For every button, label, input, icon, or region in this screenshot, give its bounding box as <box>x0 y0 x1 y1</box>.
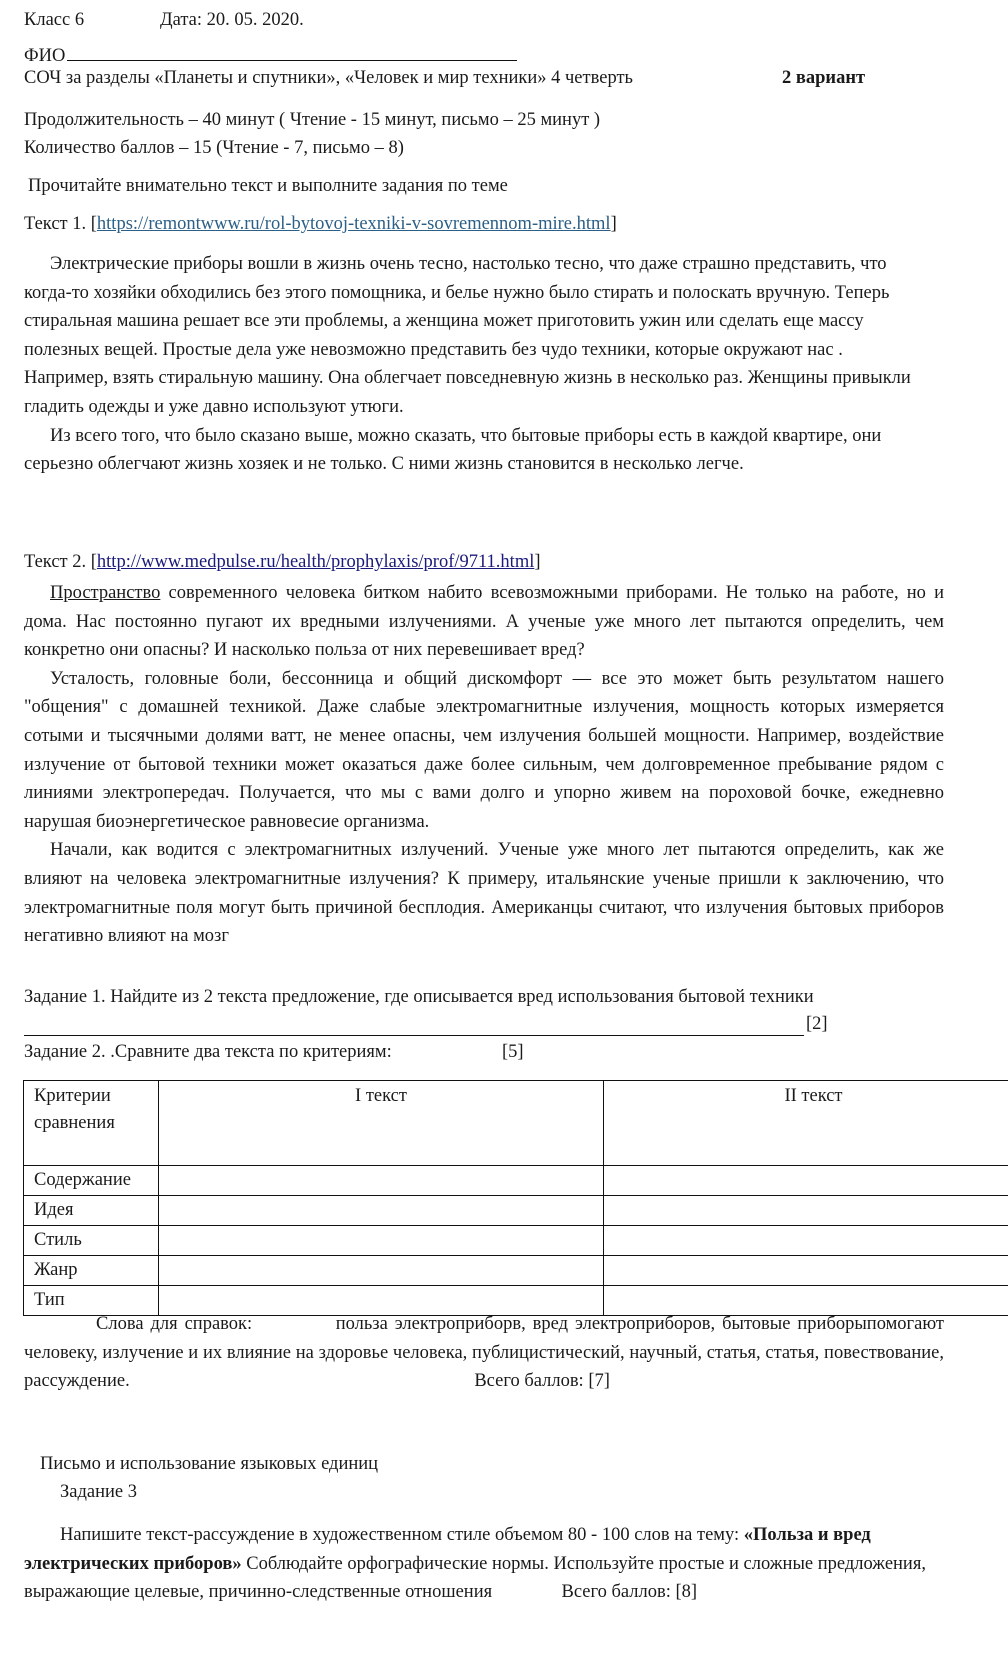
text1-link[interactable]: https://remontwww.ru/rol-bytovoj-texniki-v-sovremennom-mire.html <box>96 214 611 234</box>
task1-answer-line[interactable] <box>24 1035 804 1036</box>
instruction-text: Прочитайте внимательно текст и выполните задания по теме <box>28 176 508 196</box>
answer-cell-text2[interactable] <box>604 1226 1008 1256</box>
table-row <box>24 1256 1008 1286</box>
fio-input-line[interactable] <box>67 40 517 61</box>
task1-text: Задание 1. Найдите из 2 текста предложение, где описывается вред использования бытовой техники <box>24 987 814 1007</box>
task2-total: Всего баллов: [7] <box>474 1371 610 1392</box>
answer-cell-text1[interactable] <box>159 1166 604 1196</box>
text2-paragraph <box>24 579 944 665</box>
text2-p1-rest: современного человека битком набито всевозможными приборами. Не только на работе, но и дома. Нас постоянно пугают их вредными излучениями. А ученые уже много лет пытаются определить, чем конкретно они опасны? И насколько польза от них перевешивает вред? <box>24 583 944 661</box>
text2-paragraph: Начали, как водится с электромагнитных излучений. Ученые уже много лет пытаются определить, как же влияют на человека электромагнитные излучения? К примеру, итальянские ученые пришли к заключению, что электромагнитные поля могут быть причиной бесплодия. Американцы считают, что излучения бытовых приборов негативно влияют на мозг <box>24 840 944 947</box>
table-row <box>24 1226 1008 1256</box>
text1-paragraph: Из всего того, что было сказано выше, можно сказать, что бытовые приборы есть в каждой квартире, они серьезно облегчают жизнь хозяек и не только. С ними жизнь становится в несколько легче. <box>24 425 882 475</box>
row-label: Жанр <box>24 1256 159 1286</box>
class-label: Класс 6 <box>24 10 85 30</box>
table-row <box>24 1196 1008 1226</box>
table-header-row <box>24 1081 1008 1166</box>
words-label: Слова для справок: <box>96 1314 253 1334</box>
task3-text-start: Напишите текст-рассуждение в художественном стиле объемом 80 - 100 слов на тему: <box>60 1525 744 1545</box>
text2-link[interactable]: http://www.medpulse.ru/health/prophylaxis/prof/9711.html <box>96 552 535 572</box>
task3-label: Задание 3 <box>60 1482 137 1502</box>
points-text: Количество баллов – 15 (Чтение - 7, письмо – 8) <box>24 138 404 158</box>
header-text2: II текст <box>604 1081 1008 1166</box>
text2-first-word: Пространство <box>50 583 161 603</box>
text1-heading <box>24 214 617 235</box>
task3-paragraph <box>24 1521 944 1607</box>
task3-text-end: Соблюдайте орфографические нормы. Используйте простые и сложные предложения, выражающие целевые, причинно-следственные отношения <box>24 1553 926 1603</box>
task2-text: Задание 2. .Сравните два текста по критериям: <box>24 1042 392 1062</box>
text2-label: Текст 2. [ <box>24 552 97 572</box>
answer-cell-text1[interactable] <box>159 1256 604 1286</box>
text1-label: Текст 1. [ <box>24 214 97 234</box>
text1-label-end: ] <box>610 214 617 234</box>
text2-body <box>24 579 944 951</box>
answer-cell-text2[interactable] <box>604 1196 1008 1226</box>
task3-topic: «Польза и вред электрических приборов» <box>24 1525 871 1574</box>
soch-title: СОЧ за разделы «Планеты и спутники», «Человек и мир техники» 4 четверть <box>24 68 633 88</box>
words-list: польза электроприборв, вред электроприборов, бытовые приборыпомогают человеку, излучение и их влияние на здоровье человека, публицистический, научный, статья, статья, повествование, рассуждение. <box>24 1314 945 1392</box>
row-label: Стиль <box>24 1226 159 1256</box>
table-row <box>24 1166 1008 1196</box>
comparison-table <box>23 1080 1008 1316</box>
text1-body <box>24 250 924 479</box>
fio-label: ФИО <box>24 46 66 66</box>
answer-cell-text1[interactable] <box>159 1226 604 1256</box>
text1-paragraph: Электрические приборы вошли в жизнь очень тесно, настолько тесно, что даже страшно представить, что когда-то хозяйки обходились без этого помощника, и белье нужно было стирать и полоскать вручную. Теперь стиральная машина решает все эти проблемы, а женщина может приготовить ужин или сделать еще массу полезных вещей. Простые дела уже невозможно представить без чудо техники, которые окружают нас . Например, взять стиральную машину. Она облегчает повседневную жизнь в несколько раз. Женщины привыкли гладить одежды и уже давно используют утюги. <box>24 254 911 417</box>
text2-heading <box>24 552 541 573</box>
answer-cell-text2[interactable] <box>604 1166 1008 1196</box>
task2-score: [5] <box>502 1042 524 1062</box>
task3-body <box>24 1521 944 1607</box>
row-label: Тип <box>24 1286 159 1316</box>
answer-cell-text2[interactable] <box>604 1256 1008 1286</box>
row-label: Идея <box>24 1196 159 1226</box>
answer-cell-text1[interactable] <box>159 1196 604 1226</box>
date-label: Дата: 20. 05. 2020. <box>160 10 304 30</box>
reference-words <box>24 1310 944 1396</box>
writing-section-title: Письмо и использование языковых единиц <box>40 1454 379 1474</box>
fio-field[interactable] <box>24 40 517 67</box>
header-text1: I текст <box>159 1081 604 1166</box>
duration-text: Продолжительность – 40 минут ( Чтение - 15 минут, письмо – 25 минут ) <box>24 110 601 130</box>
task3-total: Всего баллов: [8] <box>561 1582 698 1603</box>
variant-label: 2 вариант <box>782 68 866 88</box>
text2-label-end: ] <box>534 552 541 572</box>
row-label: Содержание <box>24 1166 159 1196</box>
header-criteria: Критерии сравнения <box>24 1081 159 1166</box>
text2-paragraph: Усталость, головные боли, бессонница и общий дискомфорт — все это может быть результатом нашего "общения" с домашней техникой. Даже слабые электромагнитные излучения, мощность которых измеряется сотыми и тысячными долями ватт, не менее опасны, чем излучения большей мощности. Например, воздействие излучение от бытовой техники может оказаться даже более сильным, чем долговременное пребывание рядом с линиями электропередач. Получается, что мы с вами долго и упорно живем на пороховой бочке, ежедневно нарушая биоэнергетическое равновесие организма. <box>24 668 944 832</box>
task1-score: [2] <box>806 1014 828 1034</box>
